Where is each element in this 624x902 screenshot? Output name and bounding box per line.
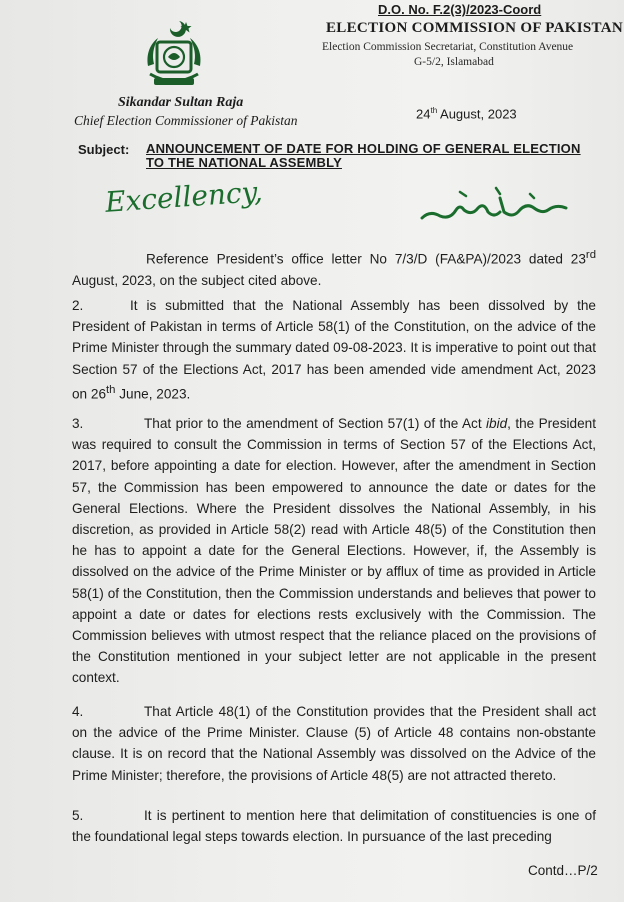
date-day: 24 xyxy=(416,106,431,122)
paragraph-5 xyxy=(72,805,596,847)
reference-paragraph xyxy=(72,245,596,291)
letter-date xyxy=(416,106,517,121)
date-suffix: th xyxy=(430,106,438,115)
subject-text: ANNOUNCEMENT OF DATE FOR HOLDING OF GENERAL ELECTION TO THE NATIONAL ASSEMBLY xyxy=(146,141,581,170)
reference-text-a: Reference President’s office letter No 7/3/D (FA&PA)/2023 dated 23 xyxy=(146,251,586,267)
paragraph-number: 4. xyxy=(72,704,84,719)
paragraph-3-text-a: That prior to the amendment of Section 57(1) of the Act xyxy=(144,416,486,431)
address-line-2: G-5/2, Islamabad xyxy=(414,56,494,68)
sender-name: Sikandar Sultan Raja xyxy=(118,95,244,110)
urdu-heading-text: بسم اللہ xyxy=(485,211,515,220)
sender-title: Chief Election Commissioner of Pakistan xyxy=(74,113,298,128)
paragraph-2 xyxy=(72,295,596,405)
continued-marker: Contd…P/2 xyxy=(528,863,598,878)
paragraph-number: 3. xyxy=(72,416,84,431)
paragraph-2-sup: th xyxy=(106,383,116,396)
paragraph-3-italic: ibid xyxy=(486,416,508,431)
subject-label: Subject: xyxy=(78,142,130,157)
date-rest: August, 2023 xyxy=(437,106,517,122)
paragraph-2-text-b: June, 2023. xyxy=(115,386,191,402)
paragraph-number: 5. xyxy=(72,808,84,823)
paragraph-4-text: That Article 48(1) of the Constitution provides that the President shall act on the advice of the Prime Minister. Clause (5) of Article 48 contains non-obstante clause. It is on record that the National Assembly was dissolved on the Advice of the Prime Minister; therefore, the provisions of Article 48(5) are not attracted thereto. xyxy=(72,704,596,783)
handwritten-salutation: Excellency, xyxy=(104,175,264,219)
reference-sup: rd xyxy=(585,249,596,261)
paragraph-2-text-a: It is submitted that the National Assembly has been dissolved by the President of Pakistan in terms of Article 58(1) of the Constitution, on the advice of the Prime Minister through the summary dated 09-08-2023. It is imperative to point out that Section 57 of the Elections Act, 2017 has been amended vide amendment Act, 2023 on 26 xyxy=(72,298,596,402)
ecp-emblem-logo xyxy=(140,18,208,90)
paragraph-5-text: It is pertinent to mention here that delimitation of constituencies is one of the foundational legal steps towards election. In pursuance of the last preceding xyxy=(72,808,596,845)
organization-name: ELECTION COMMISSION OF PAKISTAN xyxy=(326,20,623,36)
paragraph-3-text-b: , the President was required to consult the Commission in terms of Section 57 of the Elections Act, 2017, before appointing a date for election. However, after the amendment in Section 57, the Commission has been empowered to announce the date or dates for the General Elections. Where the President dissolves the National Assembly, in his discretion, as provided in Article 58(2) read with Article 48(5) of the Constitution then he has to appoint a date for the General Elections. However, if, the Assembly is dissolved on the advice of the Prime Minister or by afflux of time as provided in Article 58(1) of the Constitution, then the Commission understands and believes that power to appoint a date or dates for elections rests exclusively with the Commission. The Commission believes with utmost respect that the reliance placed on the provisions of the Constitution mentioned in your subject letter are not applicable in the present context. xyxy=(72,416,597,686)
reference-text-b: August, 2023, on the subject cited above. xyxy=(72,272,322,288)
paragraph-3 xyxy=(72,413,596,689)
handwritten-urdu-heading xyxy=(400,178,570,228)
do-number: D.O. No. F.2(3)/2023-Coord xyxy=(378,2,542,17)
paragraph-number: 2. xyxy=(72,298,84,313)
address-line-1: Election Commission Secretariat, Constitution Avenue xyxy=(322,41,574,53)
paragraph-4 xyxy=(72,701,596,786)
